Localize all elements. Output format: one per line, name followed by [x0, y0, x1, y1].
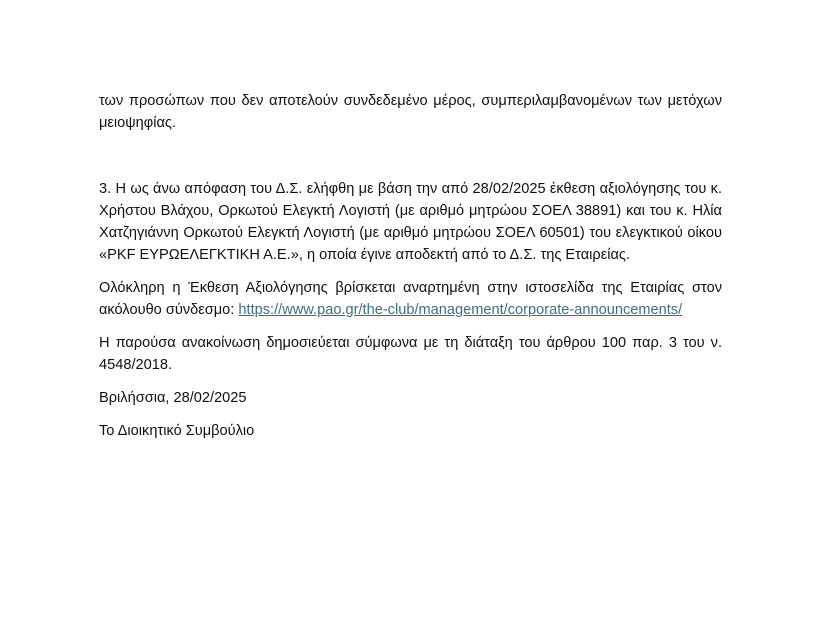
place-date: Βριλήσσια, 28/02/2025: [99, 390, 247, 406]
report-link-intro: Ολόκληρη η Έκθεση Αξιολόγησης βρίσκεται αναρτημένη στην ιστοσελίδα της Εταιρίας στον ακόλουθο σύνδεσμο:: [99, 280, 722, 318]
paragraph-valuation-report: 3. Η ως άνω απόφαση του Δ.Σ. ελήφθη με βάση την από 28/02/2025 έκθεση αξιολόγησης του κ. Χρήστου Βλάχου, Ορκωτού Ελεγκτή Λογιστή (με αριθμό μητρώου ΣΟΕΛ 38891) και του κ. Ηλία Χατζηγιάννη Ορκωτού Ελεγκτή Λογιστή (με αριθμό μητρώου ΣΟΕΛ 60501) του ελεγκτικού οίκου «PKF ΕΥΡΩΕΛΕΓΚΤΙΚΗ Α.Ε.», η οποία έγινε αποδεκτή από το Δ.Σ. της Εταιρείας.: [99, 181, 722, 263]
document-page: [99, 90, 722, 442]
paragraph-legal-basis: Η παρούσα ανακοίνωση δημοσιεύεται σύμφωνα με τη διάταξη του άρθρου 100 παρ. 3 του ν. 4548/2018.: [99, 335, 722, 373]
paragraph-minority-shareholders: των προσώπων που δεν αποτελούν συνδεδεμένο μέρος, συμπεριλαμβανομένων των μετόχων μειοψηφίας.: [99, 93, 722, 131]
signature: Το Διοικητικό Συμβούλιο: [99, 423, 255, 439]
paragraph-report-link: [99, 277, 722, 321]
corporate-announcements-link[interactable]: https://www.pao.gr/the-club/management/corporate-announcements/: [238, 302, 683, 318]
